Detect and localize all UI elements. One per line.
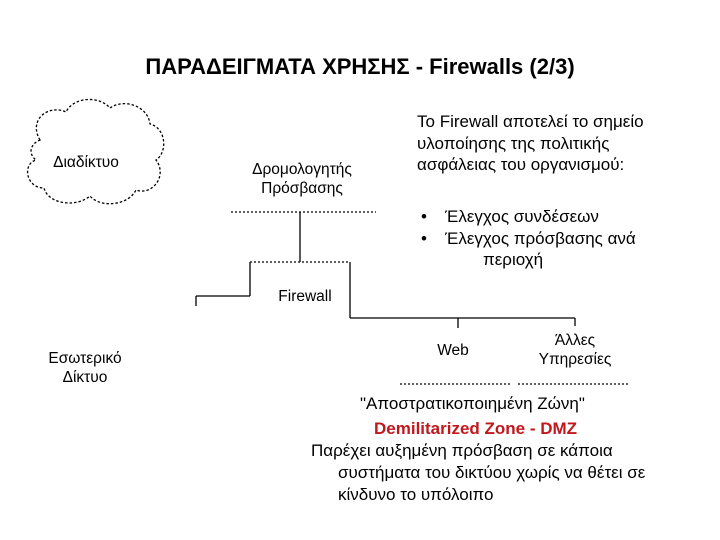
dmz-desc-line1: Παρέχει αυξημένη πρόσβαση σε κάποια: [311, 441, 613, 460]
firewall-label: Firewall: [278, 288, 332, 305]
intro-line1: Το Firewall αποτελεί το σημείο: [417, 112, 644, 131]
other-services-line2: Υπηρεσίες: [538, 351, 612, 369]
dmz-quote: "Αποστρατικοποιημένη Ζώνη": [360, 394, 585, 413]
bullet-text: Έλεγχος συνδέσεων: [445, 207, 599, 226]
router-label-line1: Δρομολογητής: [252, 161, 352, 178]
bullet-text: Έλεγχος πρόσβασης ανά: [445, 228, 636, 248]
internal-network-label: [30, 349, 140, 388]
router-label: [232, 160, 372, 199]
bullet-text-continued: περιοχή: [483, 250, 544, 270]
other-services-label: [510, 331, 640, 370]
internal-network-line2: Δίκτυο: [62, 369, 108, 387]
internet-cloud-icon: [28, 99, 164, 203]
other-services-line1: Άλλες: [554, 332, 596, 349]
bullet-item: [417, 228, 707, 271]
intro-line3: ασφάλειας του οργανισμού:: [417, 155, 625, 175]
intro-line2: υλοποίησης της πολιτικής: [417, 133, 610, 153]
dmz-title: Demilitarized Zone - DMZ: [374, 419, 578, 438]
web-server-label: Web: [437, 342, 469, 359]
slide-title: ΠΑΡΑΔΕΙΓΜΑΤΑ ΧΡΗΣΗΣ - Firewalls (2/3): [145, 54, 575, 79]
dmz-desc-line2: συστήματα του δικτύου χωρίς να θέτει σε: [338, 462, 646, 482]
bullet-marker: •: [421, 207, 427, 226]
bullet-item: [417, 206, 707, 228]
internet-label: Διαδίκτυο: [53, 154, 119, 171]
dmz-desc-line3: κίνδυνο το υπόλοιπο: [338, 484, 494, 504]
intro-text: [417, 111, 707, 176]
internal-network-line1: Εσωτερικό: [48, 350, 122, 367]
bullet-list: [417, 206, 707, 271]
router-label-line2: Πρόσβασης: [261, 180, 343, 198]
bullet-marker: •: [421, 228, 427, 248]
dmz-description: [311, 440, 711, 506]
